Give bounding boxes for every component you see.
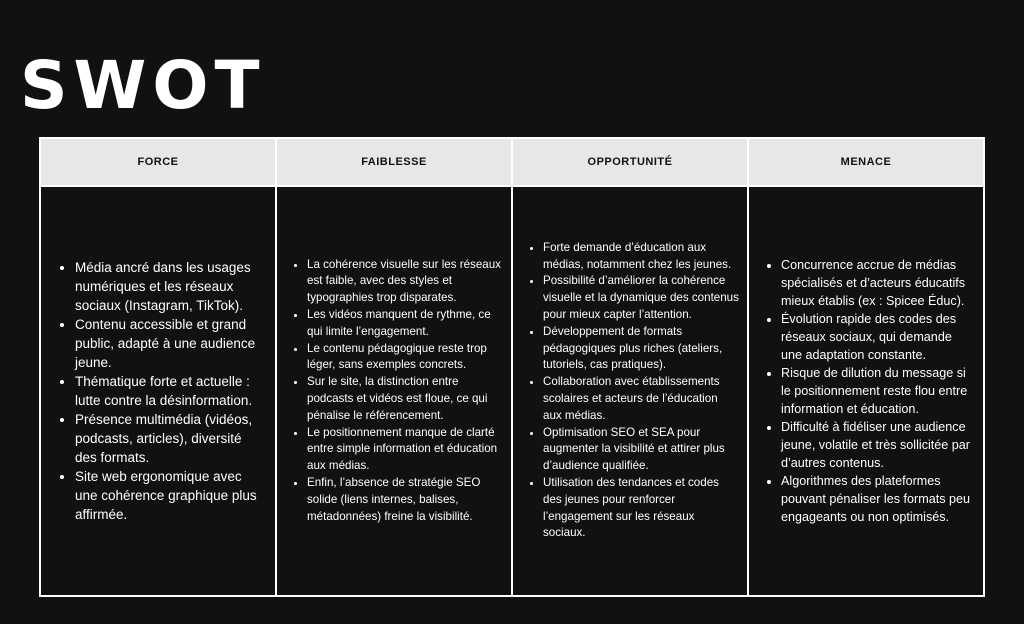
header-force: FORCE (41, 139, 275, 185)
list-item: • Le contenu pédagogique reste trop léger, sans exemples concrets. (307, 341, 503, 375)
list-item: • Le positionnement manque de clarté entre simple information et éducation aux médias. (307, 425, 503, 475)
list-item: • Forte demande d’éducation aux médias, notamment chez les jeunes. (543, 240, 739, 274)
list-item: • Les vidéos manquent de rythme, ce qui limite l’engagement. (307, 307, 503, 341)
swot-table (39, 137, 985, 597)
cell-faiblesse (277, 187, 511, 595)
header-menace: MENACE (749, 139, 983, 185)
cell-force (41, 187, 275, 595)
list-item: • Risque de dilution du message si le positionnement reste flou entre information et éducation. (781, 364, 975, 418)
faiblesse-list (287, 257, 503, 526)
list-item: • Évolution rapide des codes des réseaux sociaux, qui demande une adaptation constante. (781, 310, 975, 364)
list-item: • Enfin, l’absence de stratégie SEO solide (liens internes, balises, métadonnées) freine la visibilité. (307, 475, 503, 525)
list-item: • Présence multimédia (vidéos, podcasts, articles), diversité des formats. (75, 410, 267, 467)
page-title: SWOT (20, 47, 266, 124)
opportunite-list (523, 240, 739, 542)
list-item: • Sur le site, la distinction entre podcasts et vidéos est floue, ce qui pénalise le référencement. (307, 374, 503, 424)
header-opportunite: OPPORTUNITÉ (513, 139, 747, 185)
list-item: • Développement de formats pédagogiques plus riches (ateliers, tutoriels, cas pratiques). (543, 324, 739, 374)
list-item: • Possibilité d’améliorer la cohérence visuelle et la dynamique des contenus pour mieux capter l’attention. (543, 273, 739, 323)
list-item: • Concurrence accrue de médias spécialisés et d’acteurs éducatifs mieux établis (ex : Spicee Éduc). (781, 256, 975, 310)
cell-opportunite (513, 187, 747, 595)
list-item: • Site web ergonomique avec une cohérence graphique plus affirmée. (75, 467, 267, 524)
force-list (55, 258, 267, 524)
list-item: • Contenu accessible et grand public, adapté à une audience jeune. (75, 315, 267, 372)
list-item: • Média ancré dans les usages numériques et les réseaux sociaux (Instagram, TikTok). (75, 258, 267, 315)
list-item: • Collaboration avec établissements scolaires et acteurs de l’éducation aux médias. (543, 374, 739, 424)
cell-menace (749, 187, 983, 595)
list-item: • Utilisation des tendances et codes des jeunes pour renforcer l’engagement sur les réseaux sociaux. (543, 475, 739, 542)
menace-list (761, 256, 975, 526)
list-item: • Thématique forte et actuelle : lutte contre la désinformation. (75, 372, 267, 410)
list-item: • Difficulté à fidéliser une audience jeune, volatile et très sollicitée par d’autres contenus. (781, 418, 975, 472)
list-item: • Optimisation SEO et SEA pour augmenter la visibilité et attirer plus d’audience qualifiée. (543, 425, 739, 475)
list-item: • La cohérence visuelle sur les réseaux est faible, avec des styles et typographies trop disparates. (307, 257, 503, 307)
list-item: • Algorithmes des plateformes pouvant pénaliser les formats peu engageants ou non optimisés. (781, 472, 975, 526)
header-faiblesse: FAIBLESSE (277, 139, 511, 185)
